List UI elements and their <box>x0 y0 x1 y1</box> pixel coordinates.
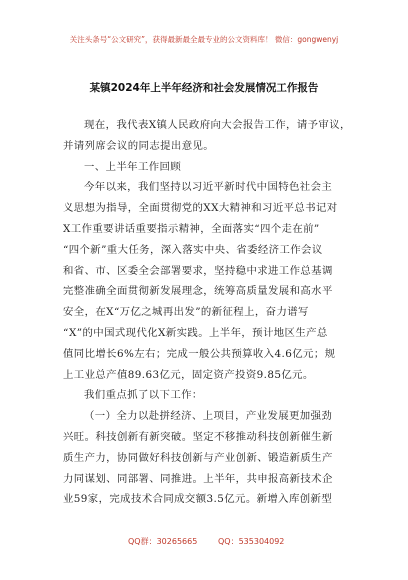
document-body <box>63 115 358 510</box>
body-line: 值同比增长6%左右；完成一般公共预算收入4.6亿元；规 <box>63 347 336 360</box>
body-line: “X”的中国式现代化X新实践。上半年，预计地区生产总 <box>63 326 328 339</box>
body-line: X工作重要讲话重要指示精神，全面落实“四个走在前” <box>63 222 320 235</box>
qq-group-number: QQ群：30265665 <box>128 537 198 546</box>
section-heading: 一、上半年工作回顾 <box>84 160 182 173</box>
body-line: “四个新”重大任务，深入落实中央、省委经济工作会议 <box>63 243 323 256</box>
body-line: 兴旺。科技创新有新突破。坚定不移推动科技创新催生新 <box>63 430 333 443</box>
body-line: 业59家，完成技术合同成交额3.5亿元。新增入库创新型 <box>63 493 333 506</box>
body-line: 安全，在X“万亿之城再出发”的新征程上，奋力谱写 <box>63 306 309 319</box>
body-line: （一）全力以赴拼经济、上项目，产业发展更加强劲 <box>84 410 333 423</box>
body-line: 我们重点抓了以下工作： <box>84 389 203 402</box>
body-line: 上工业总产值89.63亿元，固定资产投资9.85亿元。 <box>63 368 314 381</box>
qq-number: QQ：535304092 <box>218 537 285 546</box>
header-note: 关注头条号“公文研究”，获得最新最全最专业的公文资料库！ 微信：gongwenyj <box>69 35 339 44</box>
body-line: 今年以来，我们坚持以习近平新时代中国特色社会主 <box>84 181 333 194</box>
body-line: 和省、市、区委全会部署要求，坚持稳中求进工作总基调 <box>63 264 333 277</box>
body-line: 完整准确全面贯彻新发展理念，统筹高质量发展和高水平 <box>63 285 333 298</box>
body-line: 义思想为指导，全面贯彻党的XX大精神和习近平总书记对 <box>63 202 338 215</box>
body-line: 现在，我代表X镇人民政府向大会报告工作，请予审议， <box>84 119 351 131</box>
body-line: 并请列席会议的同志提出意见。 <box>63 139 215 152</box>
body-line: 质生产力，协同做好科技创新与产业创新、锻造新质生产 <box>63 451 333 464</box>
body-line: 力同谋划、同部署、同推进。上半年，共申报高新技术企 <box>63 472 333 485</box>
document-title: 某镇2024年上半年经济和社会发展情况工作报告 <box>89 82 319 94</box>
